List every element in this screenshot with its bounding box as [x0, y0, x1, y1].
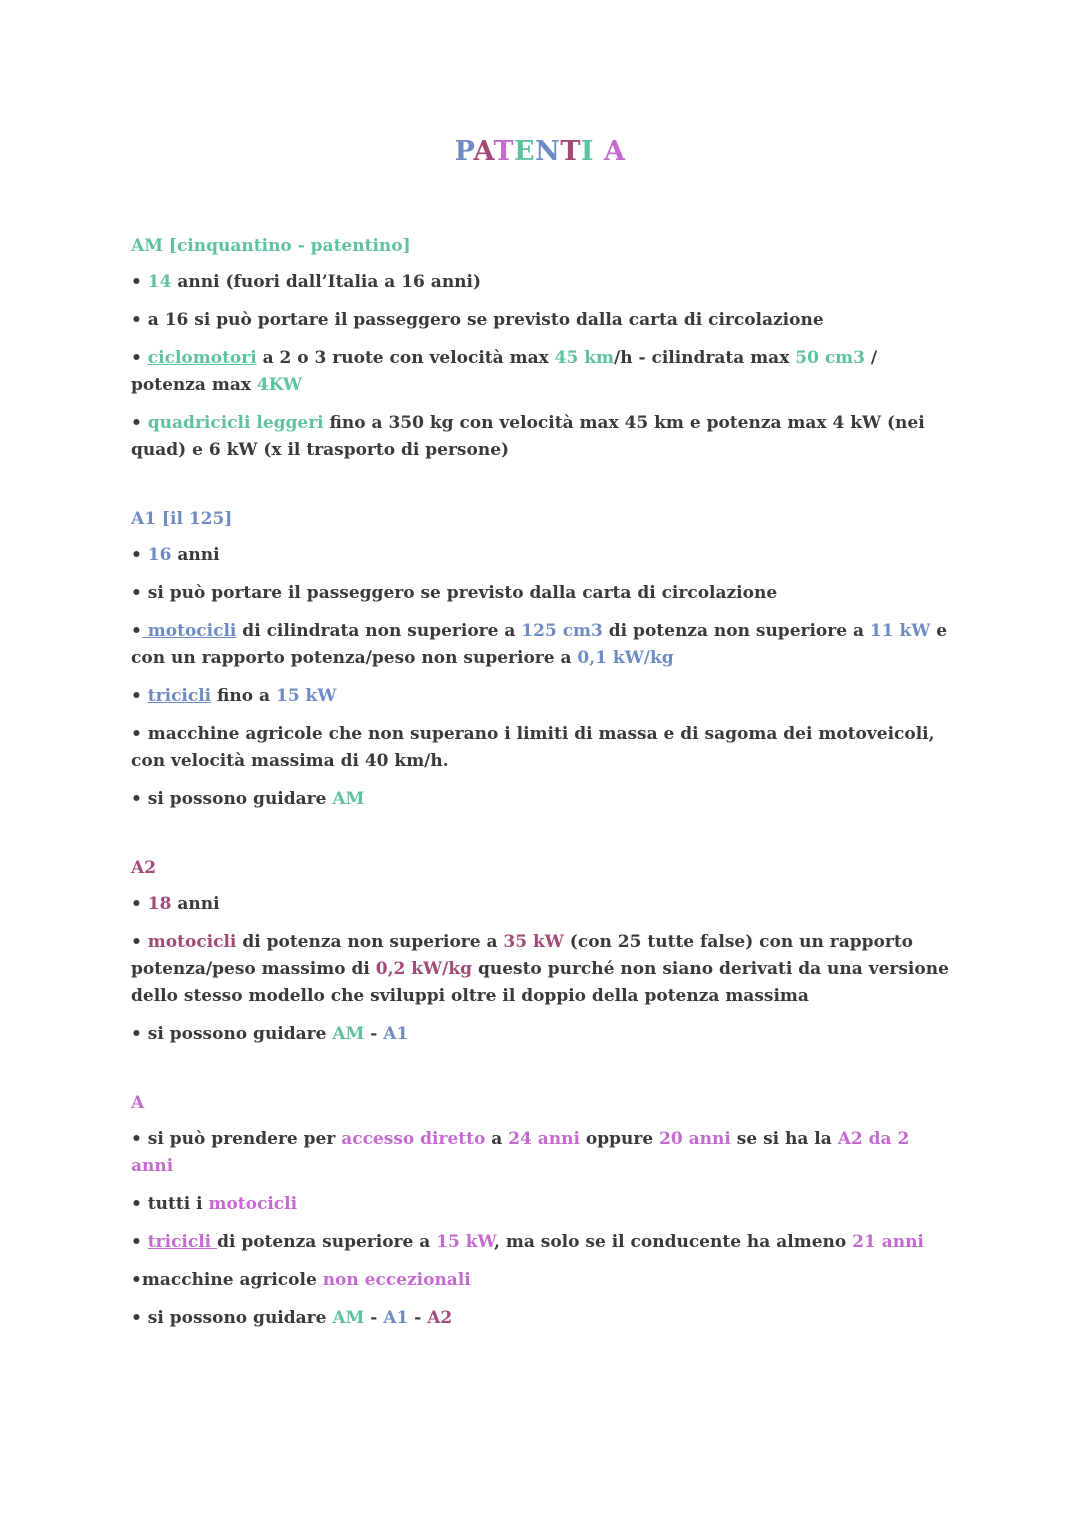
- text-segment: •macchine agricole: [131, 1270, 323, 1290]
- bullet-line: [131, 721, 951, 775]
- bullet-line: [131, 307, 951, 334]
- text-segment: •: [131, 621, 142, 641]
- title-letter: A: [603, 136, 626, 167]
- bullet-line: [131, 1191, 951, 1218]
- title-letter: N: [535, 136, 561, 167]
- text-segment: 20 anni: [659, 1129, 731, 1149]
- bullet-line: [131, 891, 951, 918]
- title-letter: T: [493, 136, 515, 167]
- text-segment: , ma solo se il conducente ha almeno: [494, 1232, 853, 1252]
- text-segment: 14: [147, 272, 172, 292]
- bullet-line: [131, 542, 951, 569]
- text-segment: di potenza superiore a: [217, 1232, 437, 1252]
- text-segment: 15 kW: [436, 1232, 494, 1252]
- text-segment: (con 25 tutte false) con un rapporto potenza/peso massimo di: [131, 932, 914, 979]
- text-segment: fino a 350 kg con velocità max 45 km e potenza max 4 kW (nei quad) e 6 kW (x il trasporto di persone): [131, 413, 925, 460]
- text-segment: 125 cm3: [521, 621, 603, 641]
- text-segment: •: [131, 932, 148, 952]
- text-segment: di cilindrata non superiore a: [236, 621, 522, 641]
- section-heading: AM [cinquantino - patentino]: [131, 236, 411, 256]
- text-segment: •: [131, 545, 148, 565]
- text-segment: quadricicli leggeri: [147, 413, 324, 433]
- text-segment: 16: [147, 545, 172, 565]
- text-segment: -: [364, 1308, 384, 1328]
- text-segment: 45 km: [554, 348, 614, 368]
- section-heading: A: [131, 1093, 145, 1113]
- page-title: [0, 136, 1080, 167]
- section-a2: [131, 855, 951, 1048]
- text-segment: 11 kW: [869, 621, 931, 641]
- text-segment: • macchine agricole che non superano i limiti di massa e di sagoma dei motoveicoli, con velocità massima di 40 km/h.: [131, 724, 935, 771]
- text-segment: -: [364, 1024, 384, 1044]
- linked-term: ciclomotori: [147, 348, 257, 368]
- text-segment: • a 16 si può portare il passeggero se previsto dalla carta di circolazione: [131, 310, 824, 330]
- text-segment: •: [131, 348, 148, 368]
- text-segment: 15 kW: [275, 686, 337, 706]
- bullet-line: [131, 1126, 951, 1180]
- bullet-line: [131, 618, 951, 672]
- text-segment: a: [485, 1129, 509, 1149]
- section-a1: [131, 506, 951, 813]
- text-segment: • tutti i: [131, 1194, 209, 1214]
- text-segment: motocicli: [208, 1194, 298, 1214]
- linked-term: tricicli: [147, 686, 212, 706]
- title-letter: E: [514, 136, 536, 167]
- text-segment: 4KW: [256, 375, 302, 395]
- bullet-line: [131, 410, 951, 464]
- text-segment: / potenza max: [131, 348, 878, 395]
- bullet-line: [131, 786, 951, 813]
- section-am: [131, 233, 951, 464]
- text-segment: • si possono guidare: [131, 1308, 333, 1328]
- section-heading: A2: [131, 858, 157, 878]
- text-segment: -: [408, 1308, 428, 1328]
- text-segment: questo purché non siano derivati da una versione dello stesso modello che sviluppi oltre il doppio della potenza massima: [131, 959, 949, 1006]
- text-segment: anni (fuori dall’Italia a 16 anni): [171, 272, 482, 292]
- text-segment: 0,1 kW/kg: [577, 648, 674, 668]
- text-segment: • si può prendere per: [131, 1129, 342, 1149]
- text-segment: •: [131, 686, 148, 706]
- text-segment: 18: [147, 894, 172, 914]
- linked-term: tricicli: [147, 1232, 218, 1252]
- linked-term: motocicli: [141, 621, 237, 641]
- bullet-line: [131, 1229, 951, 1256]
- text-segment: anni: [171, 894, 220, 914]
- text-segment: 0,2 kW/kg: [375, 959, 473, 979]
- section-heading: A1 [il 125]: [131, 509, 233, 529]
- text-segment: •: [131, 413, 148, 433]
- title-letter: P: [454, 136, 474, 167]
- text-segment: AM: [332, 1024, 365, 1044]
- text-segment: anni: [171, 545, 220, 565]
- bullet-line: [131, 580, 951, 607]
- title-letter: A: [473, 136, 494, 167]
- text-segment: di potenza non superiore a: [602, 621, 870, 641]
- bullet-line: [131, 1021, 951, 1048]
- text-segment: motocicli: [147, 932, 237, 952]
- document-body: [131, 233, 951, 1374]
- text-segment: • si possono guidare: [131, 1024, 333, 1044]
- text-segment: accesso diretto: [341, 1129, 486, 1149]
- title-letter: T: [560, 136, 581, 167]
- text-segment: a 2 o 3 ruote con velocità max: [256, 348, 555, 368]
- text-segment: •: [131, 272, 148, 292]
- text-segment: oppure: [579, 1129, 660, 1149]
- text-segment: di potenza non superiore a: [236, 932, 504, 952]
- text-segment: A2 da 2 anni: [131, 1129, 910, 1176]
- text-segment: 21 anni: [852, 1232, 924, 1252]
- bullet-line: [131, 345, 951, 399]
- text-segment: A1: [383, 1024, 409, 1044]
- text-segment: •: [131, 1232, 148, 1252]
- bullet-line: [131, 1267, 951, 1294]
- bullet-line: [131, 929, 951, 1010]
- text-segment: • si può portare il passeggero se previsto dalla carta di circolazione: [131, 583, 778, 603]
- text-segment: /h - cilindrata max: [614, 348, 796, 368]
- title-letter: I: [580, 136, 604, 167]
- text-segment: AM: [332, 1308, 365, 1328]
- text-segment: e con un rapporto potenza/peso non superiore a: [131, 621, 948, 668]
- text-segment: 24 anni: [508, 1129, 580, 1149]
- bullet-line: [131, 269, 951, 296]
- text-segment: 35 kW: [503, 932, 564, 952]
- text-segment: AM: [332, 789, 365, 809]
- text-segment: non eccezionali: [322, 1270, 471, 1290]
- bullet-line: [131, 1305, 951, 1332]
- text-segment: fino a: [211, 686, 276, 706]
- text-segment: A1: [383, 1308, 409, 1328]
- text-segment: 50 cm3: [795, 348, 865, 368]
- bullet-line: [131, 683, 951, 710]
- text-segment: A2: [427, 1308, 453, 1328]
- text-segment: • si possono guidare: [131, 789, 333, 809]
- text-segment: •: [131, 894, 148, 914]
- section-a: [131, 1090, 951, 1332]
- text-segment: se si ha la: [730, 1129, 838, 1149]
